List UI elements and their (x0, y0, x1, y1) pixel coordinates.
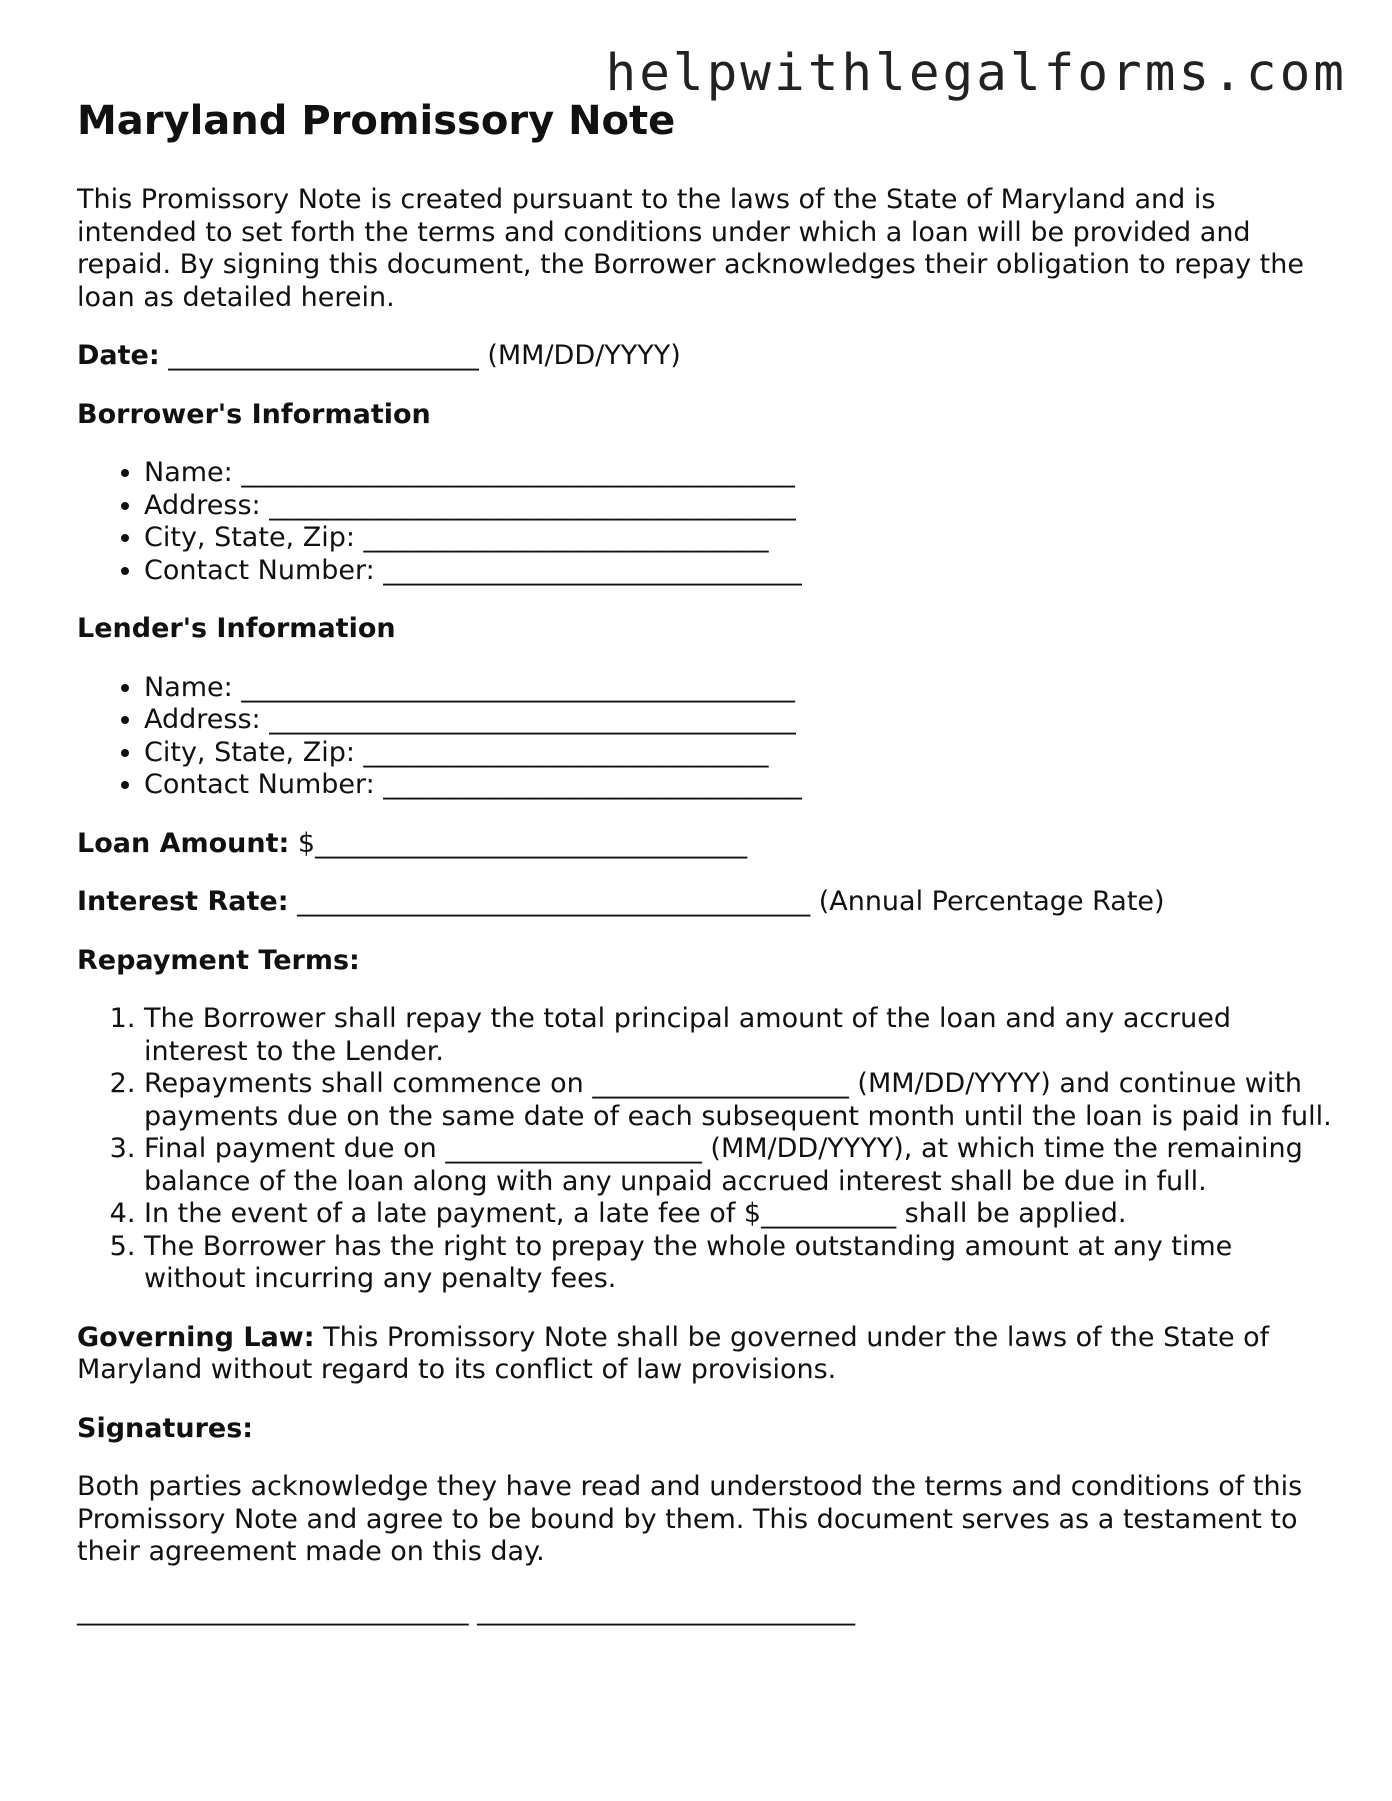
site-watermark: helpwithlegalforms.com (605, 44, 1347, 103)
borrower-heading: Borrower's Information (77, 398, 431, 430)
lender-address: • Address: _______________________________________ (144, 704, 1337, 737)
governing-law-paragraph (77, 1322, 1337, 1387)
date-field (77, 340, 1337, 373)
repayment-terms-list (77, 1003, 1337, 1296)
interest-rate-blank: ______________________________________ (Annual Percentage Rate) (288, 886, 1165, 917)
loan-amount-label: Loan Amount: (77, 827, 290, 859)
governing-law-label: Governing Law: (77, 1321, 315, 1353)
loan-amount-blank: $________________________________ (289, 827, 748, 859)
intro-paragraph: This Promissory Note is created pursuant to the laws of the State of Maryland and is intended to set forth the terms and conditions under which a loan will be provided and repaid. By signing this document, the Borrower acknowledges their obligation to repay the loan as detailed herein. (77, 184, 1304, 313)
borrower-address: • Address: _______________________________________ (144, 490, 1337, 523)
loan-amount-field (77, 828, 1337, 861)
repayment-term: 2. Repayments shall commence on ___________________ (MM/DD/YYYY) and continue with payments due on the same date of each subsequent month until the loan is paid in full. (144, 1068, 1337, 1133)
lender-heading: Lender's Information (77, 613, 396, 644)
document-body (77, 96, 1337, 1627)
repayment-term: 1. The Borrower shall repay the total principal amount of the loan and any accrued interest to the Lender. (144, 1003, 1337, 1068)
date-blank: _______________________ (MM/DD/YYYY) (159, 340, 681, 371)
interest-rate-field (77, 886, 1337, 919)
page-title: Maryland Promissory Note (77, 98, 676, 144)
signatures-paragraph: Both parties acknowledge they have read and understood the terms and conditions of this Promissory Note and agree to be bound by them. This document serves as a testament to their agreement made on this day. (77, 1471, 1303, 1567)
repayment-term: 5. The Borrower has the right to prepay the whole outstanding amount at any time without incurring any penalty fees. (144, 1231, 1337, 1296)
borrower-list (77, 457, 1337, 587)
lender-name: • Name: _________________________________________ (144, 672, 1337, 705)
repayment-term: 4. In the event of a late payment, a late fee of $__________ shall be applied. (144, 1198, 1337, 1231)
borrower-contact-number: • Contact Number: _______________________________ (144, 555, 1337, 588)
lender-contact-number: • Contact Number: _______________________________ (144, 769, 1337, 802)
interest-rate-label: Interest Rate: (77, 886, 289, 917)
repayment-heading: Repayment Terms: (77, 944, 360, 976)
lender-list (77, 672, 1337, 802)
signature-lines: _____________________________ ____________________________ (77, 1594, 856, 1626)
signatures-heading: Signatures: (77, 1412, 254, 1444)
lender-city-state-zip: • City, State, Zip: ______________________________ (144, 737, 1337, 770)
governing-law-text: This Promissory Note shall be governed under the laws of the State of Maryland without regard to its conflict of law provisions. (77, 1321, 1270, 1385)
borrower-name: • Name: _________________________________________ (144, 457, 1337, 490)
borrower-city-state-zip: • City, State, Zip: ______________________________ (144, 522, 1337, 555)
date-label: Date: (77, 340, 160, 371)
repayment-term: 3. Final payment due on ___________________ (MM/DD/YYYY), at which time the remaining balance of the loan along with any unpaid accrued interest shall be due in full. (144, 1133, 1337, 1198)
